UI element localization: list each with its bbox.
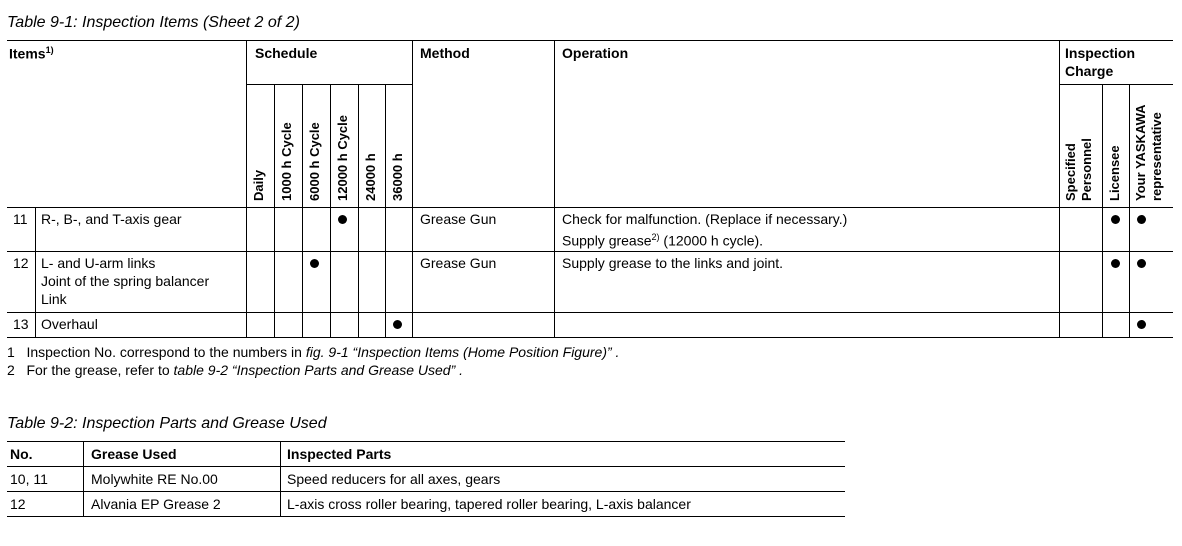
- table2-cell-parts: Speed reducers for all axes, gears: [287, 471, 501, 487]
- footnote-ref: 2): [651, 232, 660, 242]
- charge-mark-yaskawa: [1137, 215, 1146, 224]
- schedule-mark: [393, 320, 402, 329]
- operation-column-divider: [554, 40, 555, 337]
- item-text: Link: [41, 291, 67, 307]
- table2-cell-grease: Molywhite RE No.00: [91, 471, 218, 487]
- footnote-2: 2 For the grease, refer to table 9-2 “Inspection Parts and Grease Used” .: [7, 362, 464, 378]
- table1-header-bottom: [7, 207, 1173, 208]
- item-text: L- and U-arm links: [41, 255, 156, 271]
- row-number: 11: [13, 211, 28, 227]
- table2-col-divider-2: [280, 441, 281, 516]
- row-divider-2: [7, 312, 1173, 313]
- items-header: Items$^{1)}$: [9, 45, 54, 62]
- no-column-divider: [35, 207, 36, 337]
- schedule-col-6000h: 6000 h Cycle: [307, 122, 322, 201]
- method-text: Grease Gun: [420, 211, 497, 227]
- table1-caption: Table 9-1: Inspection Items (Sheet 2 of 2): [7, 14, 300, 31]
- schedule-divider-5: [385, 84, 386, 337]
- charge-column-divider: [1059, 40, 1060, 337]
- schedule-divider-3: [330, 84, 331, 337]
- charge-col-specified-line2: Personnel: [1079, 138, 1094, 201]
- table-reference: table 9-2: [173, 362, 229, 378]
- schedule-col-12000h: 12000 h Cycle: [335, 114, 350, 201]
- schedule-subheader-line: [246, 84, 412, 85]
- operation-text: Supply grease to the links and joint.: [562, 255, 784, 271]
- table2-cell-grease: Alvania EP Grease 2: [91, 496, 221, 512]
- schedule-column-divider: [246, 40, 247, 337]
- charge-mark-licensee: [1111, 259, 1120, 268]
- table2-header-parts: Inspected Parts: [287, 446, 392, 462]
- charge-divider-2: [1129, 84, 1130, 337]
- schedule-col-daily: Daily: [251, 169, 266, 201]
- charge-mark-yaskawa: [1137, 320, 1146, 329]
- operation-text: Supply grease$^{2)}$ (12000 h cycle).: [562, 232, 764, 249]
- table1-top-border: [7, 40, 1173, 41]
- inspection-charge-header-line2: Charge: [1065, 63, 1114, 79]
- table2-col-divider-1: [83, 441, 84, 516]
- item-text: R-, B-, and T-axis gear: [41, 211, 182, 227]
- charge-col-licensee: Licensee: [1107, 145, 1122, 201]
- table2-bottom-border: [7, 516, 845, 517]
- schedule-mark: [310, 259, 319, 268]
- table2-header-grease: Grease Used: [91, 446, 177, 462]
- charge-mark-licensee: [1111, 215, 1120, 224]
- charge-divider-1: [1102, 84, 1103, 337]
- row-number: 12: [13, 255, 29, 271]
- method-header: Method: [420, 45, 470, 61]
- operation-header: Operation: [562, 45, 629, 61]
- item-text: Overhaul: [41, 316, 98, 332]
- row-number: 13: [13, 316, 29, 332]
- method-column-divider: [412, 40, 413, 337]
- footnote-1: 1 Inspection No. correspond to the numbers in fig. 9-1 “Inspection Items (Home Position Figure)” .: [7, 344, 620, 360]
- charge-col-yaskawa-line1: Your YASKAWA: [1133, 104, 1148, 201]
- table2-row-divider: [7, 491, 845, 492]
- charge-col-yaskawa-line2: representative: [1149, 112, 1164, 201]
- table2-cell-no: 10, 11: [10, 471, 48, 487]
- table2-caption: Table 9-2: Inspection Parts and Grease Used: [7, 415, 327, 432]
- table1-bottom-border: [7, 337, 1173, 338]
- method-text: Grease Gun: [420, 255, 497, 271]
- schedule-col-24000h: 24000 h: [363, 153, 378, 201]
- charge-mark-yaskawa: [1137, 259, 1146, 268]
- items-header-superscript: 1): [45, 45, 54, 55]
- schedule-mark: [338, 215, 347, 224]
- table2-cell-no: 12: [10, 496, 26, 512]
- table2-header-bottom: [7, 466, 845, 467]
- schedule-divider-4: [358, 84, 359, 337]
- operation-text: Check for malfunction. (Replace if necessary.): [562, 211, 848, 227]
- charge-col-specified-line1: Specified: [1063, 143, 1078, 201]
- schedule-col-1000h: 1000 h Cycle: [279, 122, 294, 201]
- schedule-divider-1: [274, 84, 275, 337]
- row-divider-1: [7, 251, 1173, 252]
- inspection-charge-header-line1: Inspection: [1065, 45, 1136, 61]
- charge-subheader-line: [1059, 84, 1173, 85]
- table2-top-border: [7, 441, 845, 442]
- table2-header-no: No.: [10, 446, 33, 462]
- schedule-divider-2: [302, 84, 303, 337]
- schedule-col-36000h: 36000 h: [390, 153, 405, 201]
- item-text: Joint of the spring balancer: [41, 273, 210, 289]
- table2-cell-parts: L-axis cross roller bearing, tapered roller bearing, L-axis balancer: [287, 496, 691, 512]
- schedule-header: Schedule: [255, 45, 318, 61]
- figure-reference: fig. 9-1: [305, 344, 349, 360]
